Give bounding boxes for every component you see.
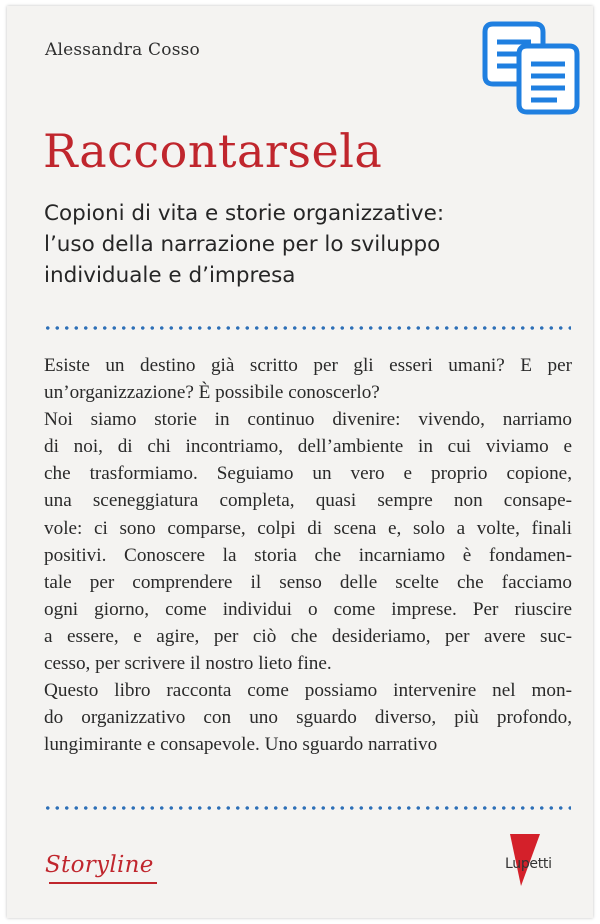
book-subtitle [44,198,564,291]
blurb-line: ogni giorno, come individui o come imprese. Per riuscire [44,598,572,620]
series-logo-underline [49,882,157,884]
blurb-line: Esiste un destino già scritto per gli esseri umani? E per [44,355,572,376]
blurb-line: vole: ci sono comparse, colpi di scena e, solo a volte, finali [44,517,572,539]
subtitle-line: Copioni di vita e storie organizzative: [44,201,445,226]
publisher-logo: Lupetti [505,856,552,872]
dotted-divider-top [43,326,571,330]
blurb-line: cesso, per scrivere il nostro lieto fine. [44,653,332,675]
blurb-line: a essere, e agire, per ciò che desideriamo, per avere suc- [44,625,572,647]
author-name: Alessandra Cosso [45,40,200,60]
blurb-line: tale per comprendere il senso delle scelte che facciamo [44,571,572,593]
blurb-line: che trasformiamo. Seguiamo un vero e proprio copione, [44,463,572,485]
blurb-line: un’organizzazione? È possibile conoscerlo? [44,382,380,404]
blurb-line: do organizzativo con uno sguardo diverso, più profondo, [44,707,572,729]
blurb-line: di noi, di chi incontriamo, dell’ambiente in cui viviamo e [44,436,572,458]
blurb-line: Noi siamo storie in continuo divenire: vivendo, narriamo [44,409,572,431]
book-cover [7,6,593,918]
subtitle-line: l’uso della narrazione per lo sviluppo [44,232,441,257]
dotted-divider-bottom [43,806,571,810]
series-logo: Storyline [45,852,154,878]
book-title: Raccontarsela [43,124,383,178]
blurb-line: lungimirante e consapevole. Uno sguardo narrativo [44,734,438,756]
blurb-line: Questo libro racconta come possiamo intervenire nel mon- [44,680,572,702]
blurb-line: positivi. Conoscere la storia che incarniamo è fondamen- [44,544,572,566]
copy-documents-icon[interactable] [479,18,585,118]
subtitle-line: individuale e d’impresa [44,263,296,288]
blurb-line: una sceneggiatura completa, quasi sempre non consape- [44,490,572,512]
back-cover-blurb [44,352,572,758]
